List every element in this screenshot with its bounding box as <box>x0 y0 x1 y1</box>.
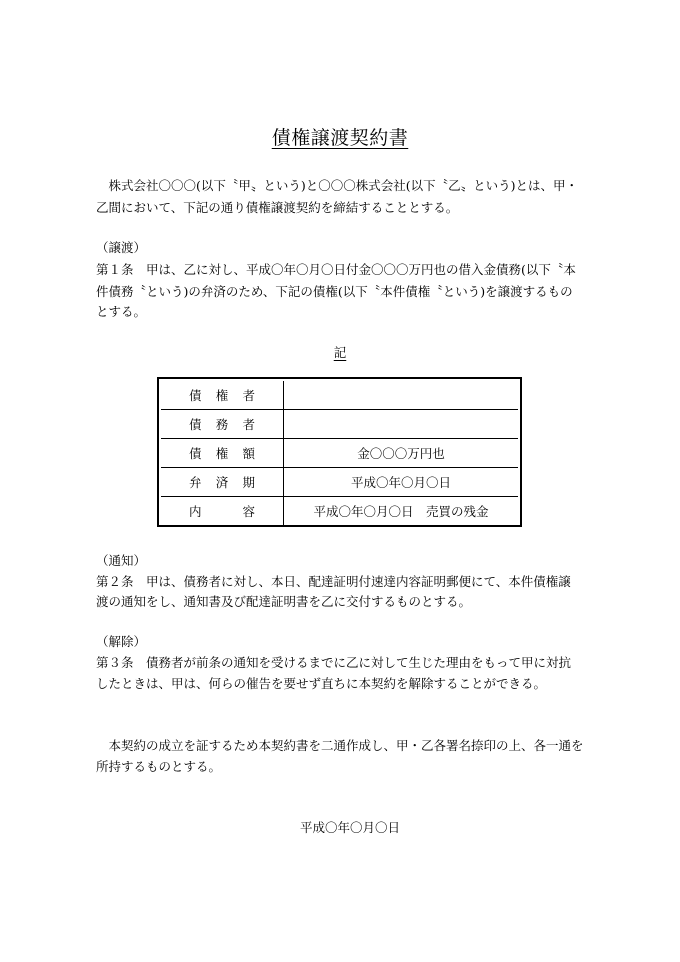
row-value: 金〇〇〇万円也 <box>284 439 519 468</box>
article-2-line-1: 第２条 甲は、債務者に対し、本日、配達証明付速達内容証明郵便にて、本件債権譲 <box>96 574 571 589</box>
article-3-heading: （解除） <box>96 634 147 649</box>
table-row <box>161 410 518 439</box>
row-value <box>284 381 519 410</box>
article-1-heading: （譲渡） <box>96 240 147 255</box>
closing-line-1: 本契約の成立を証するため本契約書を二通作成し、甲・乙各署名捺印の上、各一通を <box>96 738 584 753</box>
row-label: 債権額 <box>161 439 284 468</box>
article-2-line-2: 渡の通知をし、通知書及び配達証明書を乙に交付するものとする。 <box>96 594 472 609</box>
row-label: 弁済期 <box>161 468 284 497</box>
claim-table <box>161 381 518 525</box>
article-3-line-1: 第３条 債務者が前条の通知を受けるまでに乙に対して生じた理由をもって甲に対抗 <box>96 655 572 670</box>
article-3-line-2: したときは、甲は、何らの催告を要せず直ちに本契約を解除することができる。 <box>96 676 547 691</box>
row-value: 平成〇年〇月〇日 <box>284 468 519 497</box>
table-row <box>161 439 518 468</box>
closing-line-2: 所持するものとする。 <box>96 759 222 774</box>
signing-date: 平成〇年〇月〇日 <box>300 820 401 835</box>
table-row <box>161 468 518 497</box>
article-1-line-3: とする。 <box>96 304 147 319</box>
document-title: 債権譲渡契約書 <box>271 127 409 149</box>
table-row <box>161 381 518 410</box>
row-label: 債務者 <box>161 410 284 439</box>
article-2-heading: （通知） <box>96 553 147 568</box>
article-1-line-1: 第１条 甲は、乙に対し、平成〇年〇月〇日付金〇〇〇万円也の借入金債務(以下〝本 <box>96 262 576 277</box>
table-row <box>161 497 518 526</box>
intro-line-1: 株式会社〇〇〇(以下〝甲〟という)と〇〇〇株式会社(以下〝乙〟という)とは、甲・ <box>96 178 579 193</box>
row-label: 内容 <box>161 497 284 526</box>
ki-mark: 記 <box>333 345 347 360</box>
row-value: 平成〇年〇月〇日 売買の残金 <box>284 497 519 526</box>
row-value <box>284 410 519 439</box>
intro-line-2: 乙間において、下記の通り債権譲渡契約を締結することとする。 <box>96 200 459 215</box>
row-label: 債権者 <box>161 381 284 410</box>
article-1-line-2: 件債務〝という)の弁済のため、下記の債権(以下〝本件債権〝という)を譲渡するもの <box>96 284 573 299</box>
